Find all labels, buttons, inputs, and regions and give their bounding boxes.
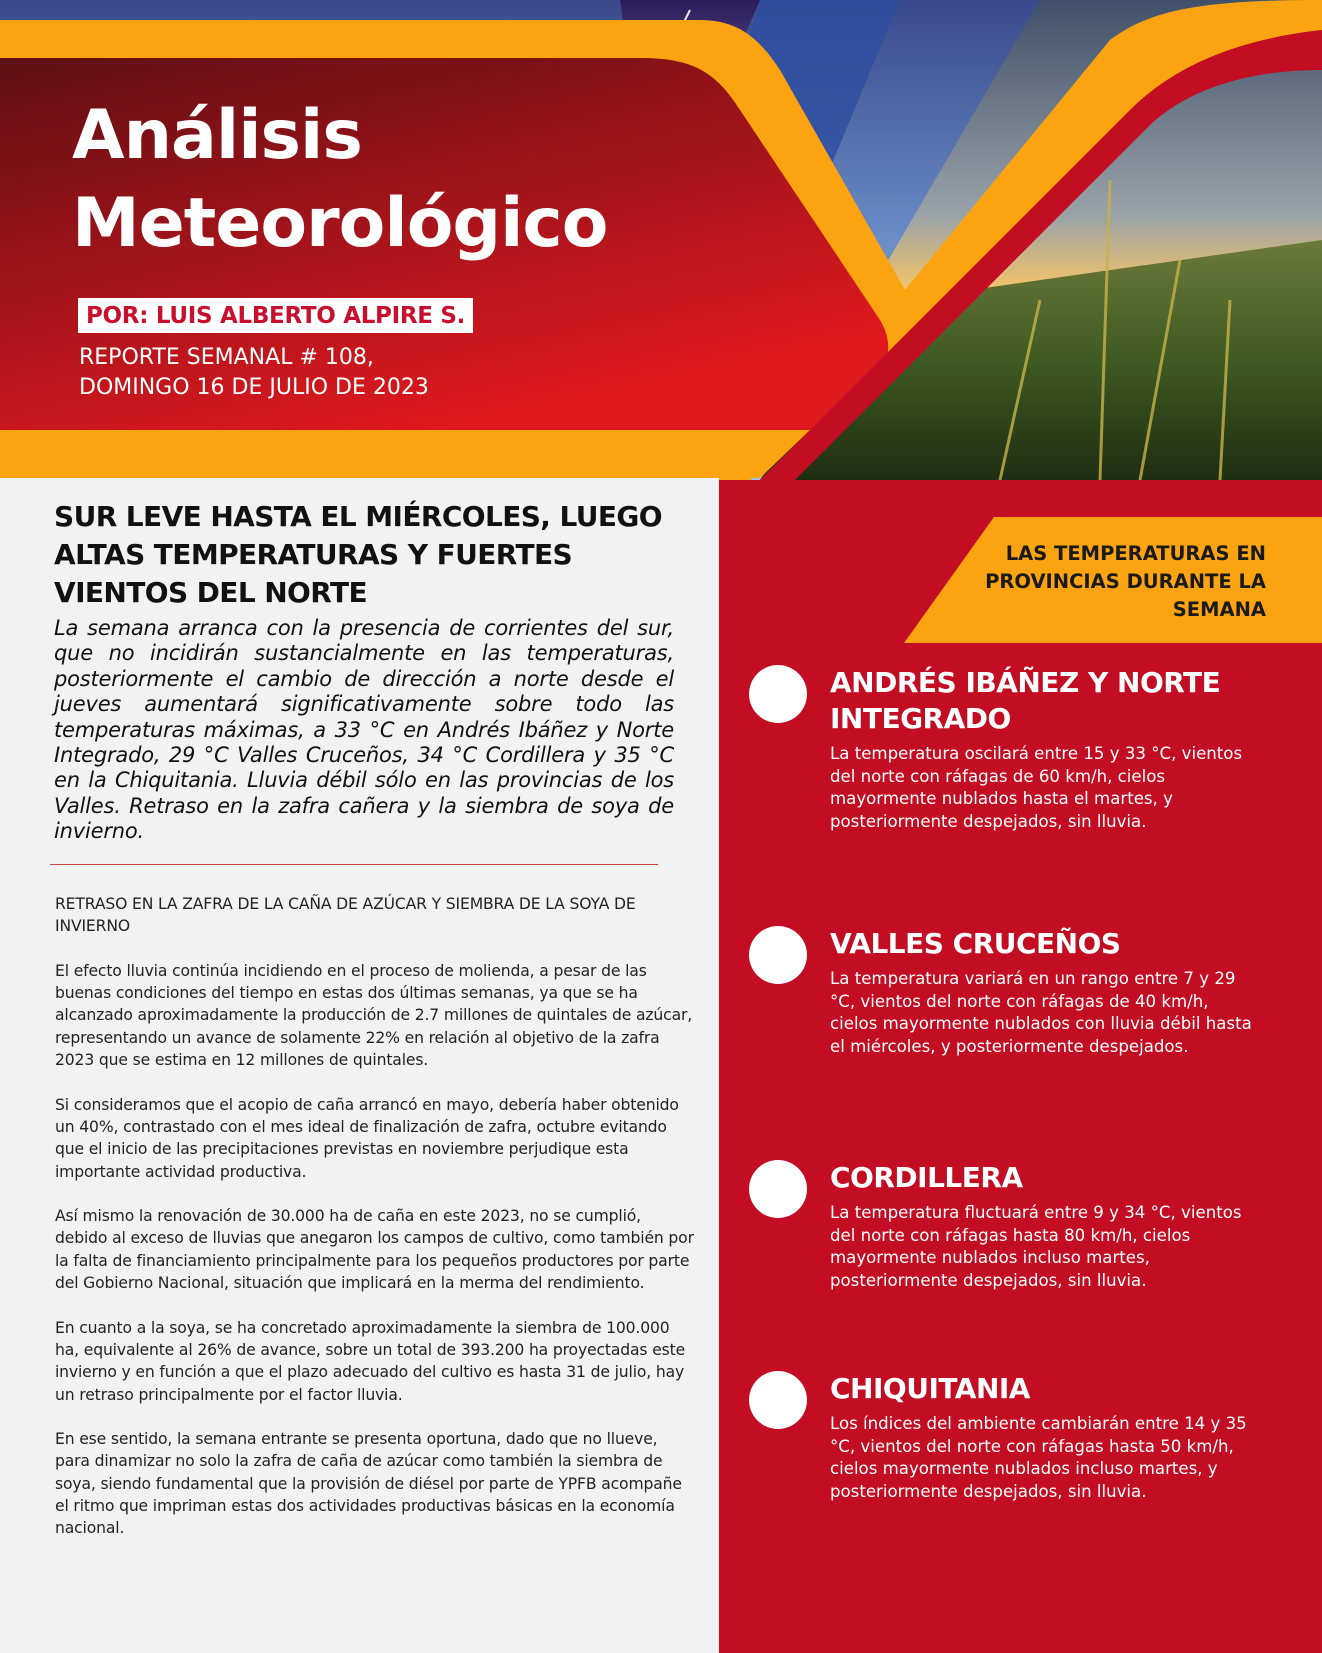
orange-strip — [0, 430, 810, 478]
title-line-1: Análisis — [72, 96, 362, 175]
page-title — [72, 92, 607, 268]
section-divider — [50, 864, 658, 865]
province-name: VALLES CRUCEÑOS — [830, 927, 1121, 960]
province-name: CORDILLERA — [830, 1161, 1023, 1194]
province-cordillera — [749, 1160, 1289, 1292]
province-forecast: La temperatura fluctuará entre 9 y 34 °C, vientos del norte con ráfagas hasta 80 km/h, cielos mayormente nublados incluso martes, posteriormente despejados, sin lluvia. — [830, 1203, 1242, 1290]
provinces-section-title: LAS TEMPERATURAS EN PROVINCIAS DURANTE LA SEMANA — [985, 542, 1266, 621]
bullet-circle-icon — [749, 926, 807, 984]
report-date: DOMINGO 16 DE JULIO DE 2023 — [79, 375, 429, 400]
report-info — [79, 343, 429, 403]
article-intro — [54, 498, 674, 845]
article-body — [55, 893, 695, 1562]
province-chiquitania — [749, 1371, 1289, 1503]
province-name: CHIQUITANIA — [830, 1372, 1030, 1405]
body-paragraph: Así mismo la renovación de 30.000 ha de caña en este 2023, no se cumplió, debido al exceso de lluvias que anegaron los campos de cultivo, como también por la falta de financiamiento principalmente para los pequeños productores por parte del Gobierno Nacional, situación que implicará en la merma del rendimiento. — [55, 1207, 694, 1293]
province-forecast: Los índices del ambiente cambiarán entre 14 y 35 °C, vientos del norte con ráfagas hasta 50 km/h, cielos mayormente nublados incluso martes, y posteriormente despejados, sin lluvia. — [830, 1414, 1247, 1501]
body-paragraph: Si consideramos que el acopio de caña arrancó en mayo, debería haber obtenido un 40%, contrastado con el mes ideal de finalización de zafra, octubre evitando que el inicio de las precipitaciones previstas en noviembre perjudique esta importante actividad productiva. — [55, 1095, 679, 1181]
bullet-circle-icon — [749, 1371, 807, 1429]
body-subheading: RETRASO EN LA ZAFRA DE LA CAÑA DE AZÚCAR Y SIEMBRA DE LA SOYA DE INVIERNO — [55, 895, 636, 936]
body-paragraph: En cuanto a la soya, se ha concretado aproximadamente la siembra de 100.000 ha, equivalente al 26% de avance, sobre un total de 393.200 ha proyectadas este invierno y en función a que el plazo adecuado del cultivo es hasta 31 de julio, hay un retraso principalmente por el factor lluvia. — [55, 1318, 686, 1404]
province-andres-ibanez — [749, 665, 1289, 833]
report-number: REPORTE SEMANAL # 108, — [79, 345, 374, 370]
author-label: POR: LUIS ALBERTO ALPIRE S. — [78, 298, 473, 333]
province-name: ANDRÉS IBÁÑEZ Y NORTE INTEGRADO — [830, 666, 1221, 735]
title-line-2: Meteorológico — [72, 184, 608, 263]
article-lead: La semana arranca con la presencia de corrientes del sur, que no incidirán sustancialmente en las temperaturas, posteriormente el cambio de dirección a norte desde el jueves aumentará significativamente sobre todo las temperaturas máximas, a 33 °C en Andrés Ibáñez y Norte Integrado, 29 °C Valles Cruceños, 34 °C Cordillera y 35 °C en la Chiquitania. Lluvia débil sólo en las provincias de los Valles. Retraso en la zafra cañera y la siembra de soya de invierno. — [54, 616, 674, 844]
bullet-circle-icon — [749, 1160, 807, 1218]
bullet-circle-icon — [749, 665, 807, 723]
province-forecast: La temperatura oscilará entre 15 y 33 °C, vientos del norte con ráfagas de 60 km/h, cielos mayormente nublados hasta el martes, y posteriormente despejados, sin lluvia. — [830, 744, 1243, 831]
article-headline: SUR LEVE HASTA EL MIÉRCOLES, LUEGO ALTAS TEMPERATURAS Y FUERTES VIENTOS DEL NORTE — [54, 500, 662, 609]
province-valles-crucenos — [749, 926, 1289, 1058]
body-paragraph: El efecto lluvia continúa incidiendo en el proceso de molienda, a pesar de las buenas condiciones del tiempo en estas dos últimas semanas, ya que se ha alcanzado aproximadamente la producción de 2.7 millones de quintales de azúcar, representando un avance de solamente 22% en relación al objetivo de la zafra 2023 que se estima en 12 millones de quintales. — [55, 961, 693, 1070]
body-paragraph: En ese sentido, la semana entrante se presenta oportuna, dado que no llueve, para dinamizar no solo la zafra de caña de azúcar como también la siembra de soya, siendo fundamental que la provisión de diésel por parte de YPFB acompañe el ritmo que impriman estas dos actividades productivas básicas en la economía nacional. — [55, 1430, 682, 1538]
province-forecast: La temperatura variará en un rango entre 7 y 29 °C, vientos del norte con ráfagas de 40 km/h, cielos mayormente nublados con lluvia débil hasta el miércoles, y posteriormente despejados. — [830, 969, 1252, 1056]
